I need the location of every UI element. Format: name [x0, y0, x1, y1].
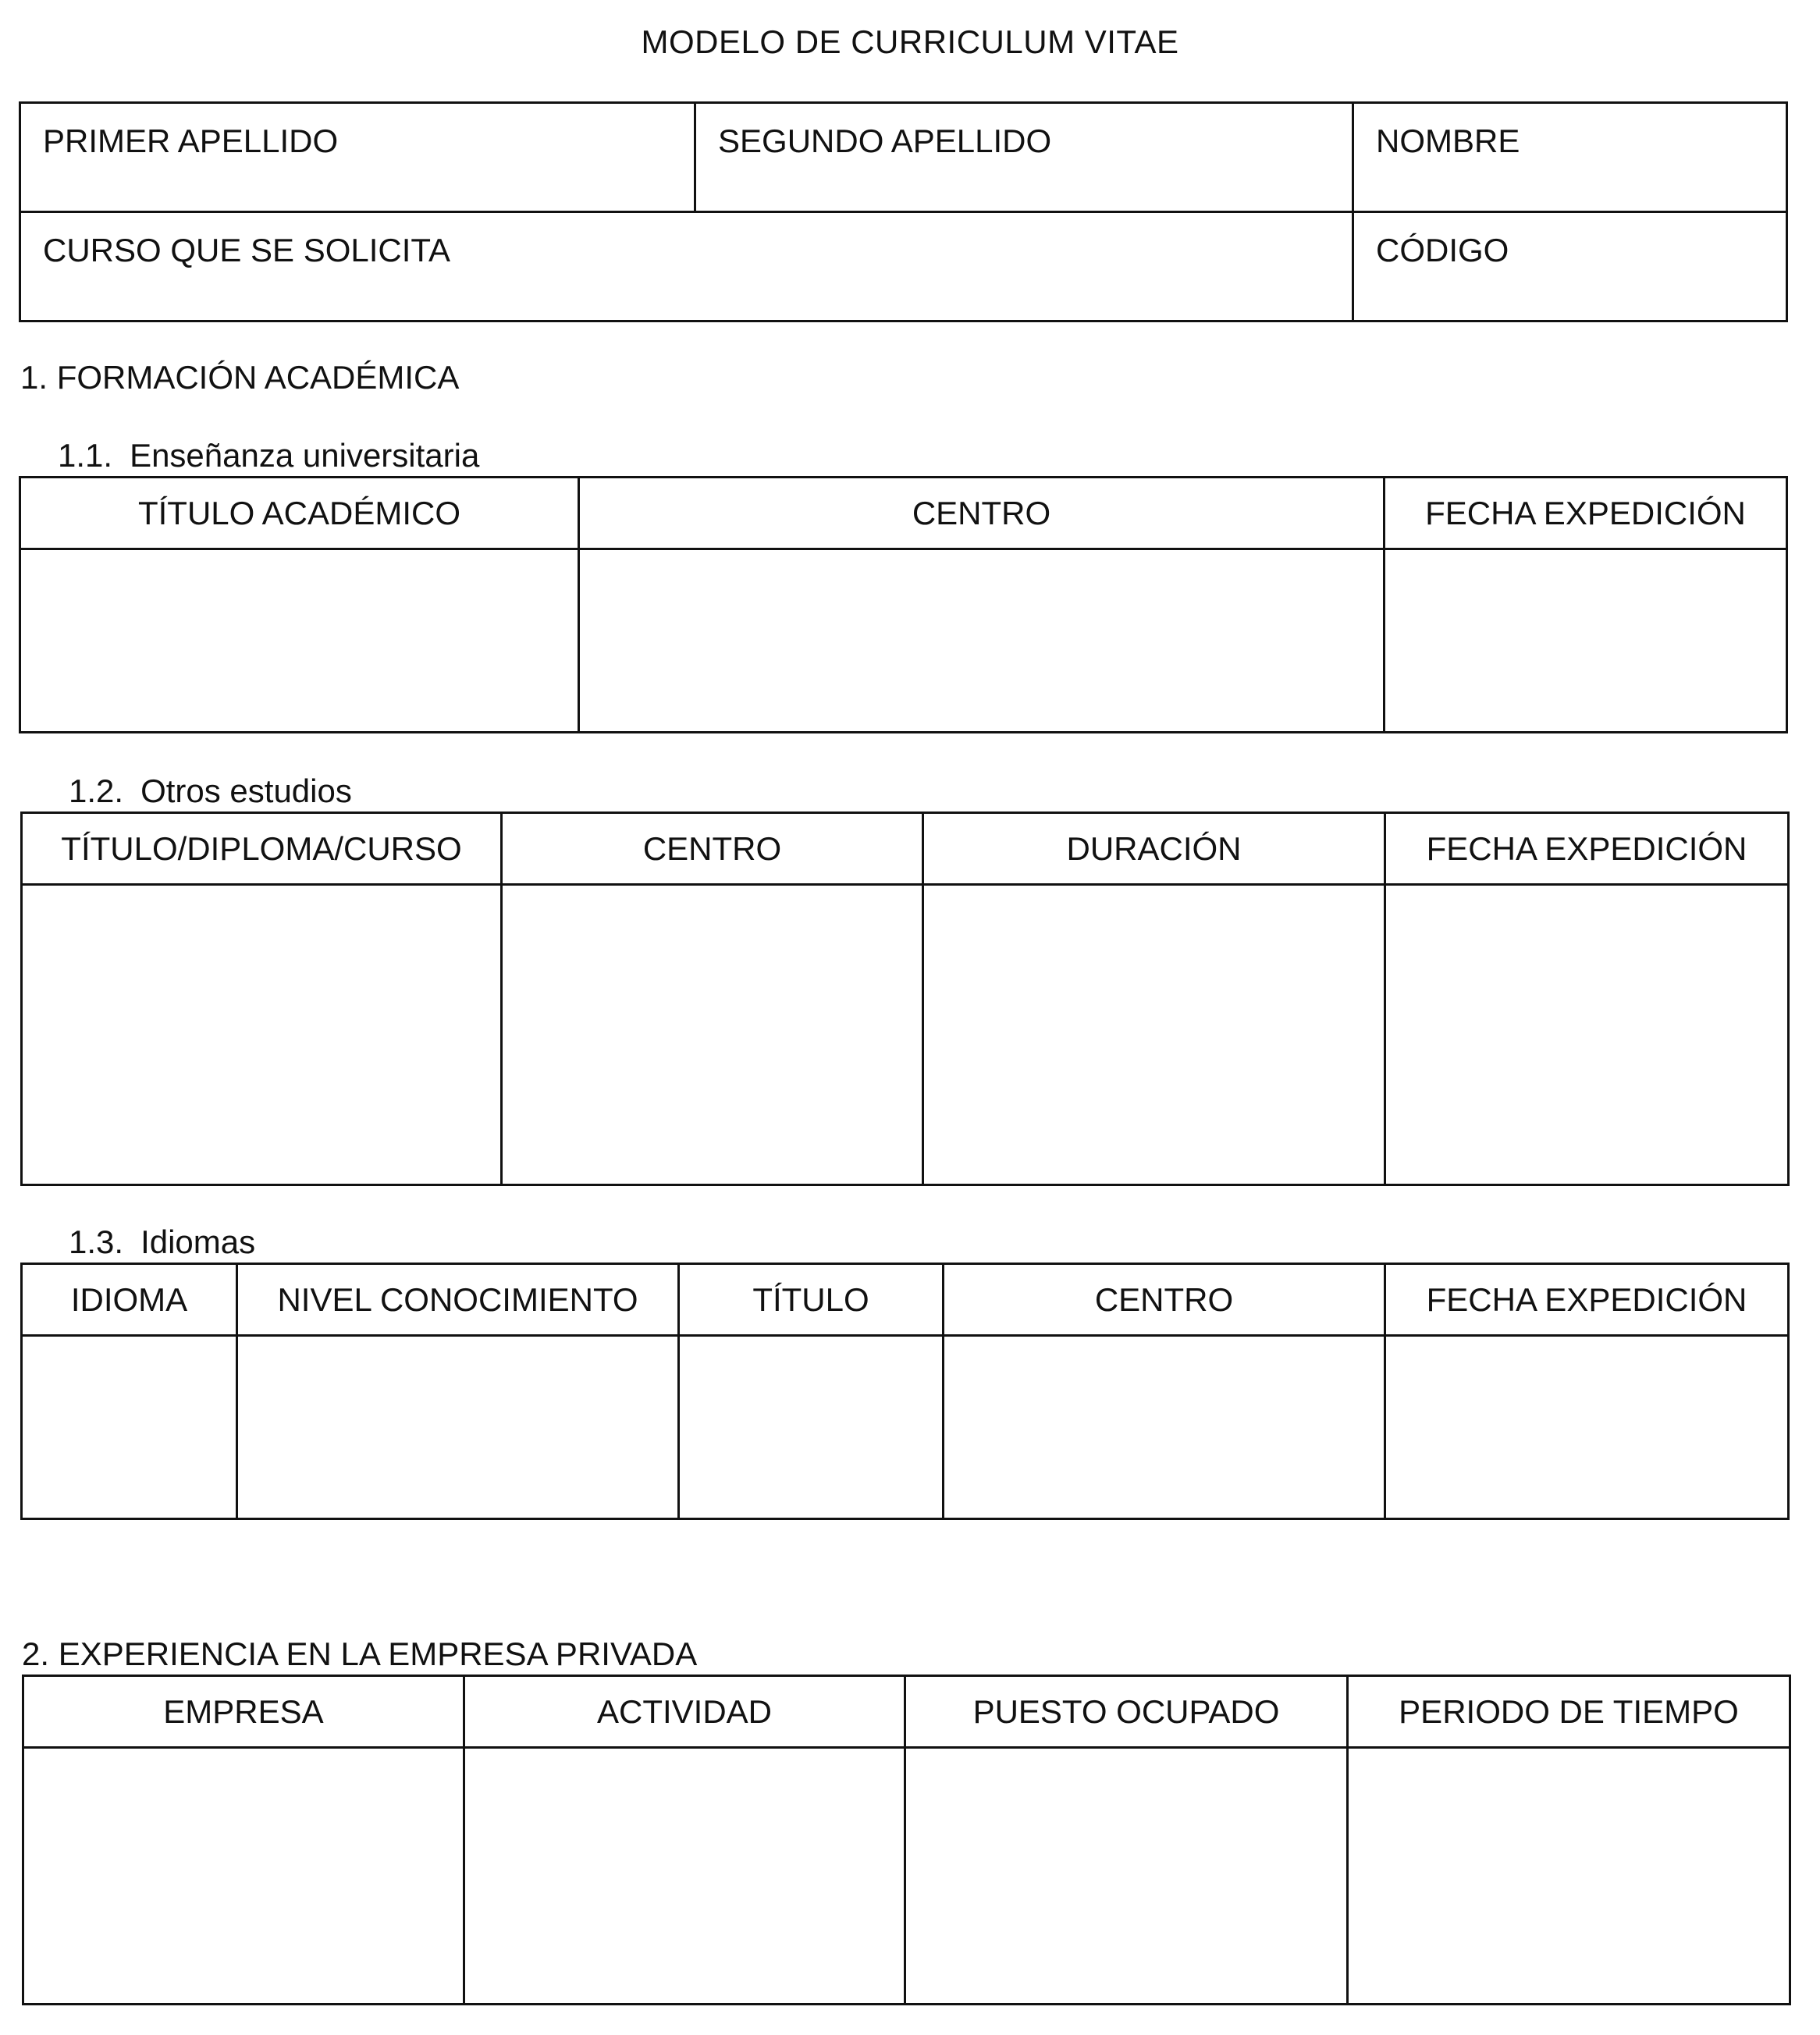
subsection-1-2-number: 1.2. [69, 772, 124, 809]
duracion-cell[interactable] [923, 885, 1385, 1185]
col-titulo: TÍTULO [679, 1264, 944, 1336]
centro-cell[interactable] [502, 885, 923, 1185]
col-titulo-academico: TÍTULO ACADÉMICO [20, 478, 579, 549]
subsection-1-3-number: 1.3. [69, 1223, 124, 1260]
fecha-expedicion-cell[interactable] [1385, 885, 1789, 1185]
titulo-diploma-curso-cell[interactable] [22, 885, 502, 1185]
nivel-conocimiento-cell[interactable] [237, 1336, 679, 1519]
subsection-1-1-label: Enseñanza universitaria [130, 437, 480, 474]
fecha-expedicion-cell[interactable] [1385, 549, 1787, 733]
col-actividad: ACTIVIDAD [464, 1676, 905, 1748]
subsection-1-2-label: Otros estudios [140, 772, 352, 809]
private-experience-table [22, 1675, 1791, 2005]
subsection-1-1-number: 1.1. [58, 437, 113, 474]
curso-field[interactable] [20, 212, 1353, 321]
segundo-apellido-field[interactable] [695, 103, 1353, 212]
nombre-label: NOMBRE [1376, 123, 1520, 159]
nombre-field[interactable] [1353, 103, 1787, 212]
document-title: MODELO DE CURRICULUM VITAE [641, 23, 1179, 60]
languages-table [20, 1263, 1790, 1520]
col-centro: CENTRO [944, 1264, 1385, 1336]
empresa-cell[interactable] [23, 1748, 464, 2005]
actividad-cell[interactable] [464, 1748, 905, 2005]
col-centro: CENTRO [502, 813, 923, 885]
centro-cell[interactable] [579, 549, 1385, 733]
col-titulo-diploma-curso: TÍTULO/DIPLOMA/CURSO [22, 813, 502, 885]
col-nivel-conocimiento: NIVEL CONOCIMIENTO [237, 1264, 679, 1336]
primer-apellido-field[interactable] [20, 103, 695, 212]
col-periodo-de-tiempo: PERIODO DE TIEMPO [1348, 1676, 1790, 1748]
periodo-de-tiempo-cell[interactable] [1348, 1748, 1790, 2005]
section-1-heading: 1. FORMACIÓN ACADÉMICA [20, 359, 460, 396]
university-education-table [19, 476, 1788, 733]
col-fecha-expedicion: FECHA EXPEDICIÓN [1385, 478, 1787, 549]
col-idioma: IDIOMA [22, 1264, 237, 1336]
primer-apellido-label: PRIMER APELLIDO [43, 123, 339, 159]
fecha-expedicion-cell[interactable] [1385, 1336, 1789, 1519]
col-fecha-expedicion: FECHA EXPEDICIÓN [1385, 813, 1789, 885]
col-fecha-expedicion: FECHA EXPEDICIÓN [1385, 1264, 1789, 1336]
personal-data-table [19, 101, 1788, 322]
col-empresa: EMPRESA [23, 1676, 464, 1748]
section-2-heading: 2. EXPERIENCIA EN LA EMPRESA PRIVADA [22, 1635, 698, 1672]
subsection-1-3-label: Idiomas [140, 1223, 256, 1260]
other-studies-table [20, 812, 1790, 1186]
titulo-cell[interactable] [679, 1336, 944, 1519]
col-puesto-ocupado: PUESTO OCUPADO [905, 1676, 1348, 1748]
subsection-1-1-heading [58, 437, 479, 474]
col-centro: CENTRO [579, 478, 1385, 549]
codigo-label: CÓDIGO [1376, 232, 1509, 268]
titulo-academico-cell[interactable] [20, 549, 579, 733]
centro-cell[interactable] [944, 1336, 1385, 1519]
segundo-apellido-label: SEGUNDO APELLIDO [718, 123, 1052, 159]
subsection-1-3-heading [69, 1223, 255, 1261]
curso-label: CURSO QUE SE SOLICITA [43, 232, 450, 268]
subsection-1-2-heading [69, 772, 352, 810]
puesto-ocupado-cell[interactable] [905, 1748, 1348, 2005]
codigo-field[interactable] [1353, 212, 1787, 321]
col-duracion: DURACIÓN [923, 813, 1385, 885]
idioma-cell[interactable] [22, 1336, 237, 1519]
